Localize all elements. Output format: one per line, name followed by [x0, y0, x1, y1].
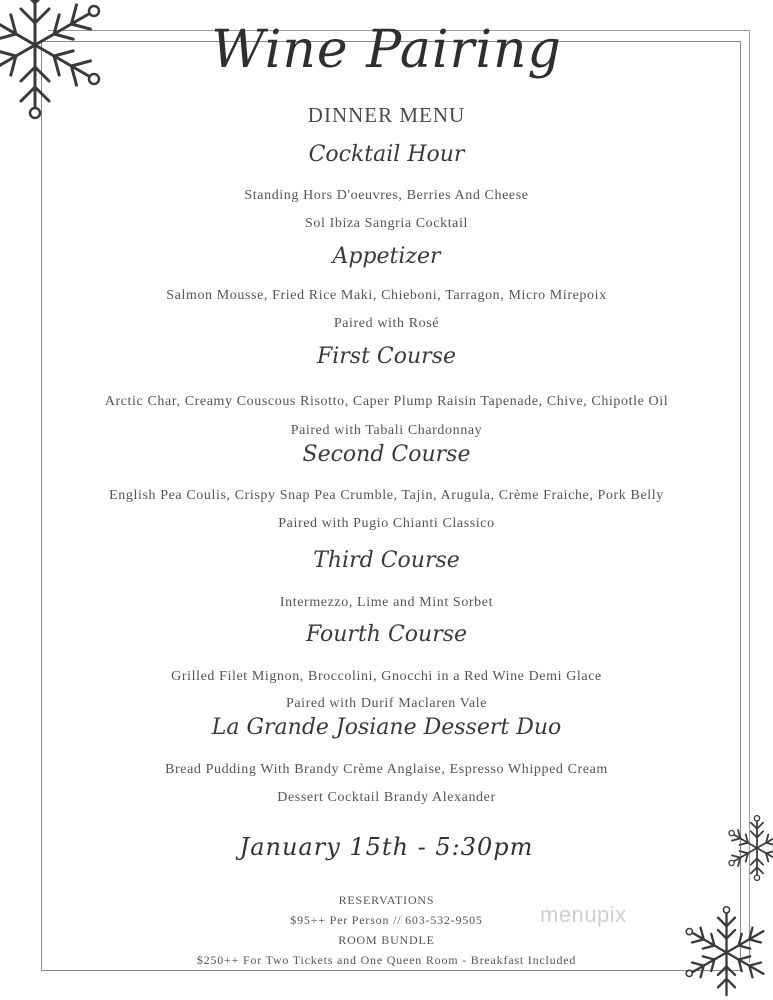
- page-title: Wine Pairing: [211, 20, 562, 80]
- menu-line: Paired with Tabali Chardonnay: [290, 423, 483, 438]
- menu-line: Paired with Rosé: [333, 316, 440, 331]
- price-line: $95++ Per Person // 603-532-9505: [290, 913, 483, 927]
- section-heading-third: Third Course: [313, 548, 460, 573]
- section-heading-appetizer: Appetizer: [332, 244, 441, 269]
- menu-line: Paired with Pugio Chianti Classico: [278, 516, 495, 531]
- menu-line: Bread Pudding With Brandy Crème Anglaise, Espresso Whipped Cream: [165, 762, 608, 777]
- reservations-label: RESERVATIONS: [338, 893, 435, 907]
- watermark: menupix: [540, 902, 627, 927]
- menu-line: Standing Hors D'oeuvres, Berries And Cheese: [244, 188, 529, 203]
- section-heading-fourth: Fourth Course: [305, 622, 468, 647]
- menu-line: Dessert Cocktail Brandy Alexander: [277, 790, 496, 805]
- menu-line: Intermezzo, Lime and Mint Sorbet: [279, 595, 494, 610]
- room-bundle-line: $250++ For Two Tickets and One Queen Room - Breakfast Included: [196, 953, 577, 967]
- menu-line: English Pea Coulis, Crispy Snap Pea Crumble, Tajin, Arugula, Crème Fraiche, Pork Belly: [109, 488, 664, 503]
- room-bundle-label: ROOM BUNDLE: [338, 933, 435, 947]
- section-heading-dessert: La Grande Josiane Dessert Duo: [211, 715, 562, 740]
- menu-line: Arctic Char, Creamy Couscous Risotto, Caper Plump Raisin Tapenade, Chive, Chipotle Oil: [104, 394, 669, 409]
- page-subtitle: DINNER MENU: [307, 103, 466, 127]
- section-heading-first: First Course: [316, 344, 456, 369]
- section-heading-second: Second Course: [302, 442, 471, 467]
- section-heading-cocktail: Cocktail Hour: [308, 142, 465, 167]
- menu-line: Sol Ibiza Sangria Cocktail: [305, 216, 468, 231]
- menu-line: Paired with Durif Maclaren Vale: [285, 696, 488, 711]
- menu-line: Grilled Filet Mignon, Broccolini, Gnocchi in a Red Wine Demi Glace: [171, 669, 602, 684]
- menu-line: Salmon Mousse, Fried Rice Maki, Chieboni, Tarragon, Micro Mirepoix: [166, 288, 607, 303]
- event-date: January 15th - 5:30pm: [239, 833, 534, 861]
